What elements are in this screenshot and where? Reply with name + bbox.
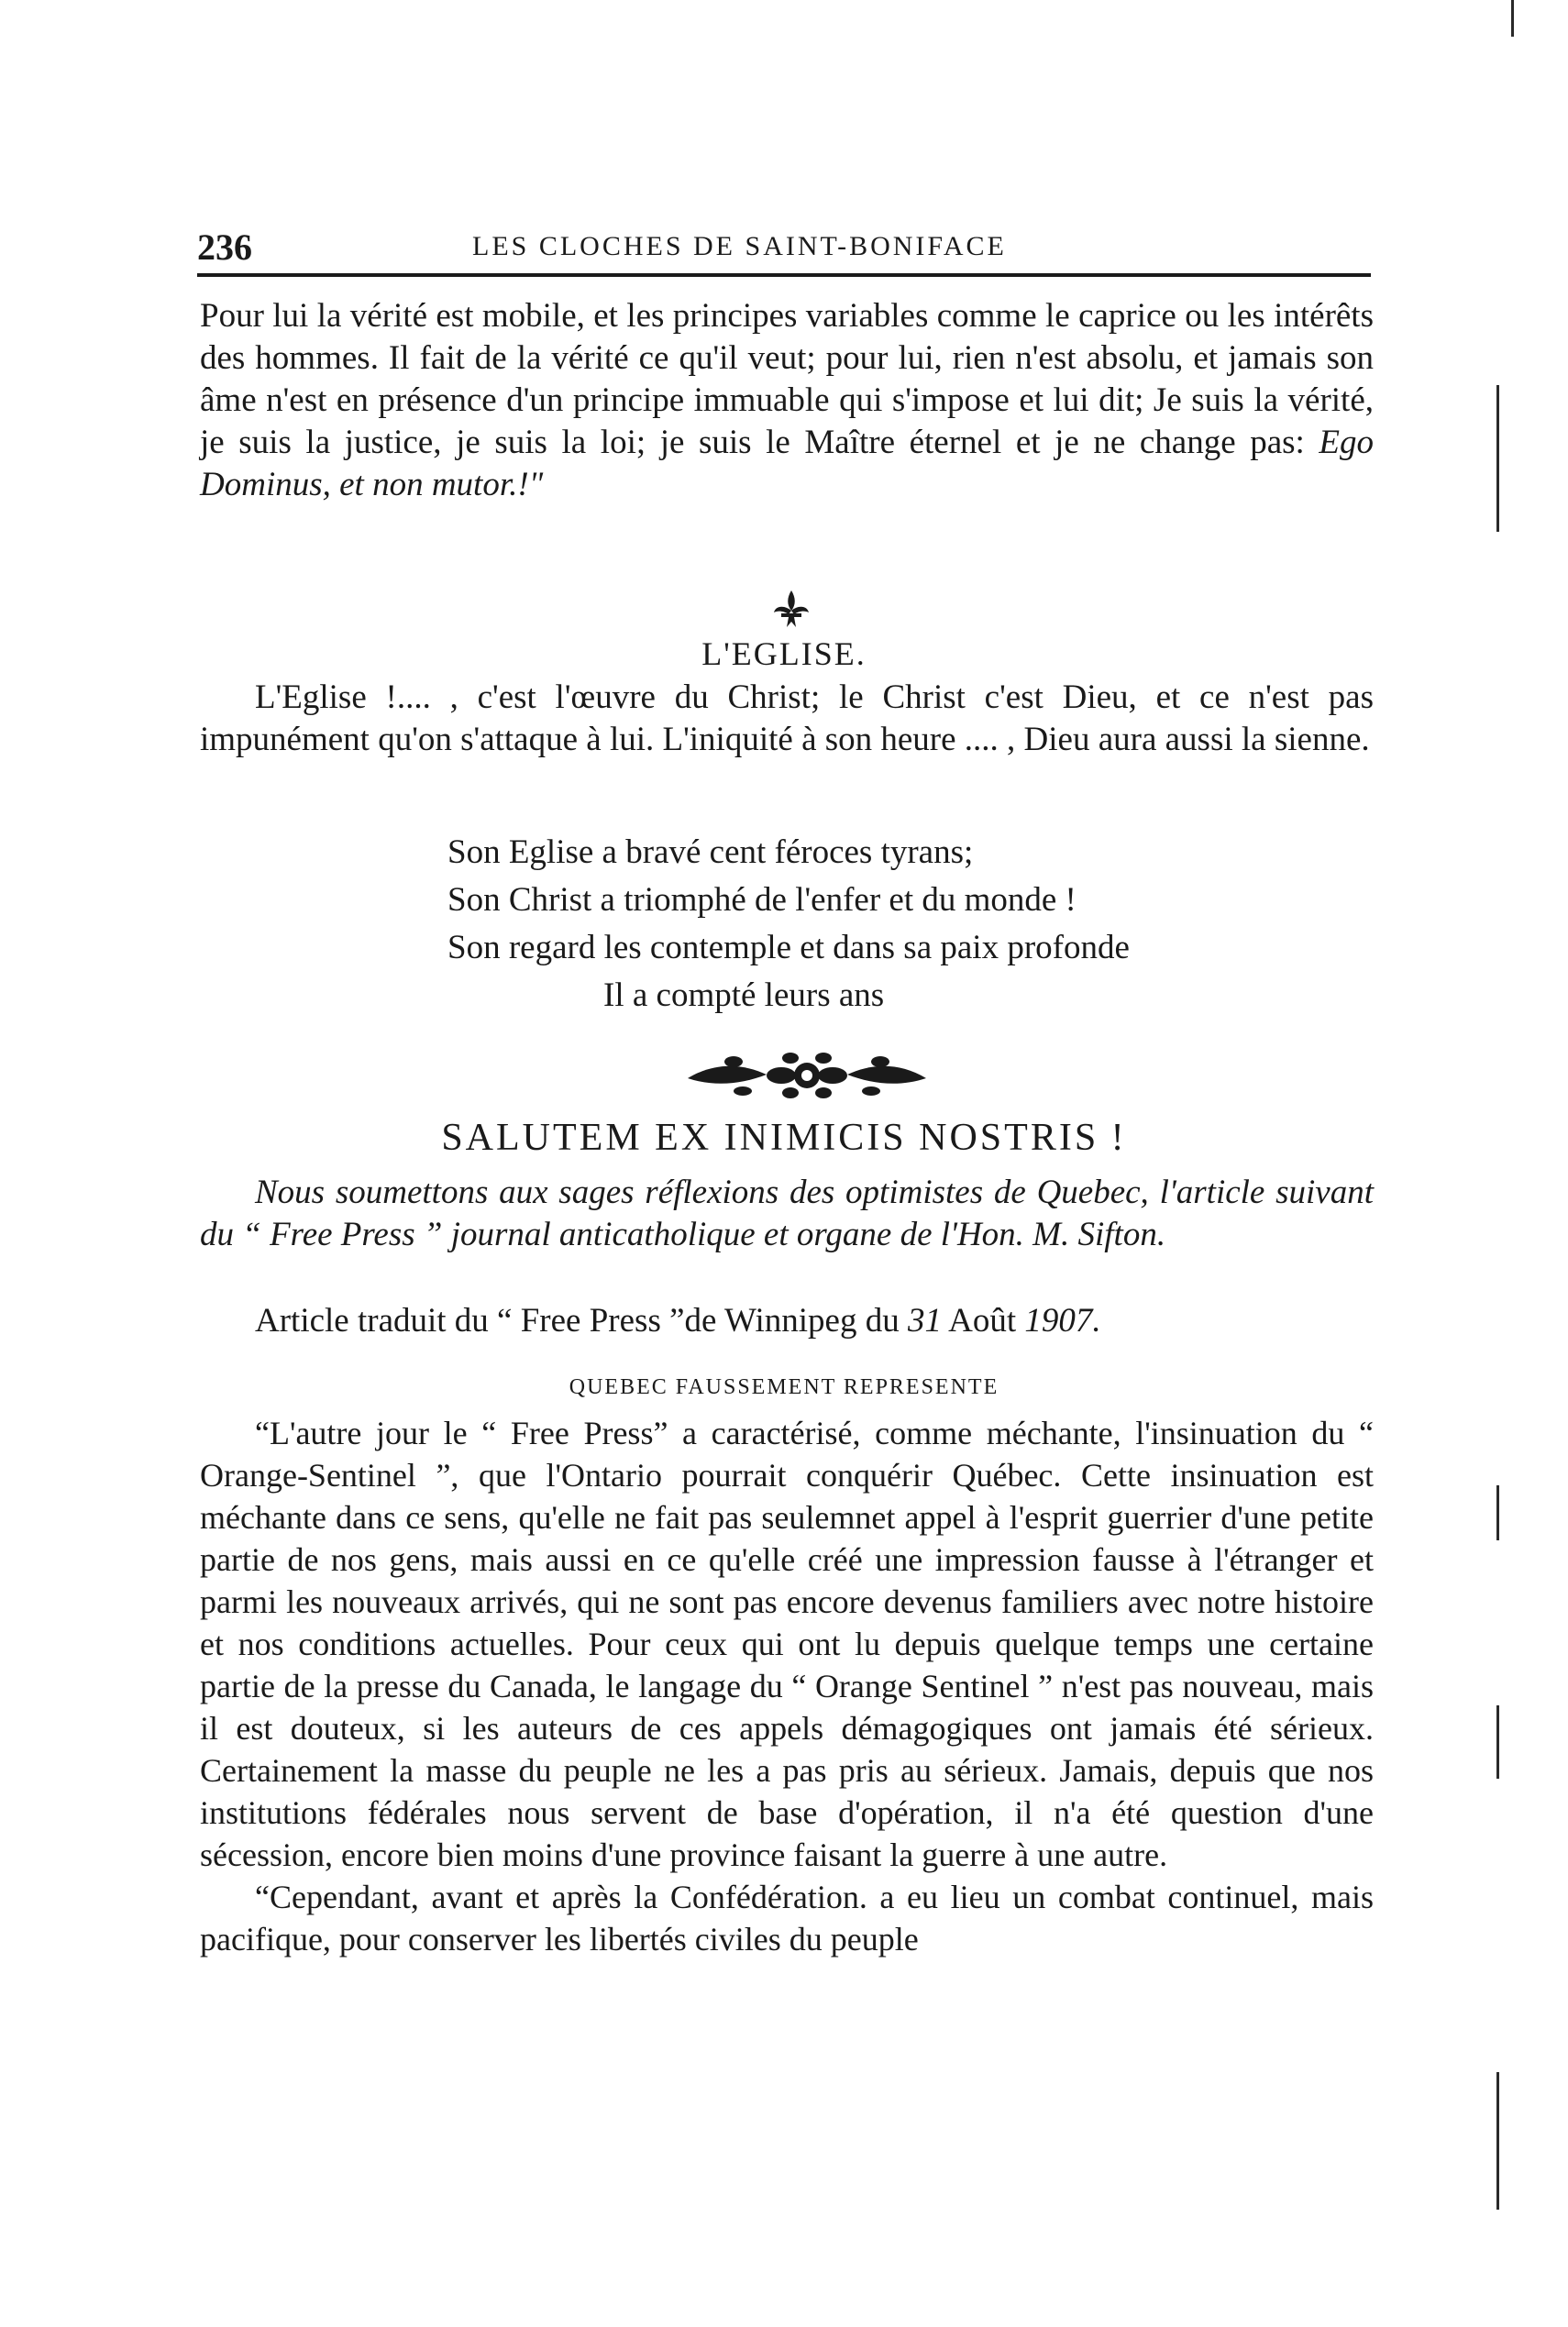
latin-quote: Ego Dominus, et non mutor.!"	[200, 424, 1374, 503]
margin-rule	[1496, 1485, 1499, 1540]
opening-paragraph	[200, 295, 1374, 506]
floral-ornament-icon	[679, 1043, 935, 1108]
eglise-paragraph-text: L'Eglise !.... , c'est l'œuvre du Christ; le Christ c'est Dieu, et ce n'est pas impunément qu'on s'attaque à lui. L'iniquité à son heure .... , Dieu aura aussi la sienne.	[200, 678, 1374, 758]
article-paragraph: “L'autre jour le “ Free Press” a caractérisé, comme méchante, l'insinuation du “ Orange-Sentinel ”, que l'Ontario pourrait conquérir Québec. Cette insinuation est méchante dans ce sens, qu'elle ne fait pas seulemnet appel à l'esprit guerrier d'une petite partie de nos gens, mais aussi en ce qu'elle créé une impression fausse à l'étranger et parmi les nouveaux arrivés, qui ne sont pas encore devenus familiers avec notre histoire et nos conditions actuelles. Pour ceux qui ont lu depuis quelque temps une certaine partie de la presse du Canada, le langage du “ Orange Sentinel ” n'est pas nouveau, mais il est douteux, si les auteurs de ces appels démagogiques ont jamais été sérieux. Certainement la masse du peuple ne les a pas pris au sérieux. Jamais, depuis que nos institutions fédérales nous servent de base d'opération, il n'a été question d'une sécession, encore bien moins d'une province faisant la guerre à une autre.	[200, 1415, 1374, 1873]
verse-line: Son Christ a triomphé de l'enfer et du monde !	[447, 881, 1077, 919]
article-source-day: 31	[907, 1302, 942, 1340]
section-title-eglise: L'EGLISE.	[701, 635, 867, 672]
margin-rule	[1496, 1705, 1499, 1779]
margin-rule	[1496, 2072, 1499, 2210]
article-body	[200, 1412, 1374, 1960]
article-subtitle: QUEBEC FAUSSEMENT REPRESENTE	[569, 1375, 999, 1399]
page-number: 236	[197, 226, 252, 268]
verse-stanza	[447, 829, 1130, 1020]
article-source	[200, 1300, 1374, 1342]
intro-note	[200, 1172, 1374, 1256]
section-title-salutem: SALUTEM EX INIMICIS NOSTRIS !	[441, 1117, 1127, 1159]
verse-line: Il a compté leurs ans	[603, 976, 885, 1014]
verse-line: Son Eglise a bravé cent féroces tyrans;	[447, 833, 974, 871]
eglise-paragraph	[200, 677, 1374, 761]
opening-paragraph-text: Pour lui la vérité est mobile, et les principes variables comme le caprice ou les intérêts des hommes. Il fait de la vérité ce qu'il veut; pour lui, rien n'est absolu, et jamais son âme n'est en présence d'un principe immuable qui s'impose et lui dit; Je suis la vérité, je suis la justice, je suis la loi; je suis le Maître éternel et je ne change pas:	[200, 297, 1374, 461]
scan-edge-mark	[1511, 0, 1514, 37]
article-source-month: Août	[941, 1302, 1025, 1340]
page-header	[197, 218, 1371, 273]
header-rule	[197, 273, 1371, 277]
intro-note-text: Nous soumettons aux sages réflexions des optimistes de Quebec, l'article suivant du “ Free Press ” journal anticatholique et organe de l'Hon. M. Sifton.	[200, 1174, 1374, 1253]
article-paragraph: “Cependant, avant et après la Confédération. a eu lieu un combat continuel, mais pacifique, pour conserver les libertés civiles du peuple	[200, 1879, 1374, 1958]
margin-rule	[1496, 385, 1499, 532]
verse-line: Son regard les contemple et dans sa paix profonde	[447, 929, 1130, 966]
running-title: LES CLOCHES DE SAINT-BONIFACE	[472, 231, 1007, 261]
article-source-prefix: Article traduit du “ Free Press ”de Winnipeg du	[255, 1302, 908, 1340]
fleur-de-lis-icon	[768, 587, 814, 633]
article-source-year: 1907.	[1024, 1302, 1101, 1340]
